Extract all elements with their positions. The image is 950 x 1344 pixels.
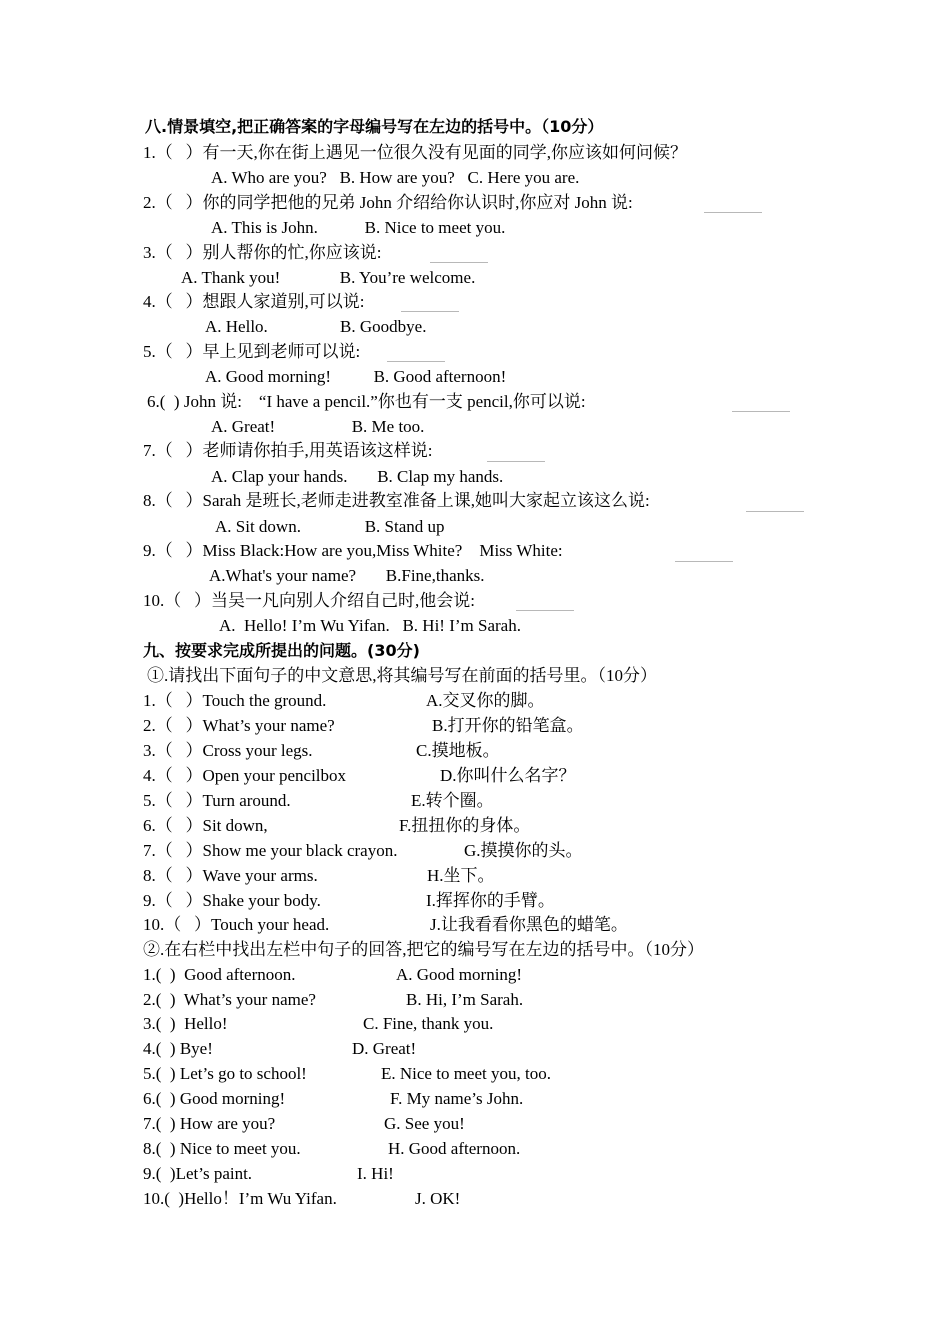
answer-blank[interactable] (430, 262, 488, 263)
p2-right-h: H. Good afternoon. (388, 1139, 521, 1158)
p1-right-f: F.扭扭你的身体。 (399, 816, 531, 835)
p1-left-6: 6.（ ）Sit down, (143, 816, 268, 835)
p2-right-a: A. Good morning! (396, 965, 523, 984)
answer-blank[interactable] (487, 461, 545, 462)
answer-blank[interactable] (675, 561, 733, 562)
p1-left-7: 7.（ ）Show me your black crayon. (143, 841, 398, 860)
s9-part1-heading: ①.请找出下面句子的中文意思,将其编号写在前面的括号里。（10分） (147, 666, 657, 685)
p1-left-9: 9.（ ）Shake your body. (143, 891, 321, 910)
p2-right-b: B. Hi, I’m Sarah. (406, 990, 524, 1009)
section-8-heading: 八.情景填空,把正确答案的字母编号写在左边的括号中。（10分） (145, 117, 604, 136)
p1-left-5: 5.（ ）Turn around. (143, 791, 291, 810)
p1-right-d: D.你叫什么名字？ (440, 766, 576, 785)
section-9-heading: 九、按要求完成所提出的问题。(30分) (143, 641, 420, 660)
s8-q2: 2.（ ）你的同学把他的兄弟 John 介绍给你认识时,你应对 John 说: (143, 193, 633, 212)
answer-blank[interactable] (387, 361, 445, 362)
answer-blank[interactable] (746, 511, 804, 512)
s8-q4: 4.（ ）想跟人家道别,可以说: (143, 292, 365, 311)
s8-q1-options: A. Who are you? B. How are you? C. Here you are. (211, 168, 580, 187)
s8-q10: 10.（ ）当吴一凡向别人介绍自己时,他会说: (143, 591, 475, 610)
p1-right-a: A.交叉你的脚。 (426, 691, 545, 710)
s8-q5: 5.（ ）早上见到老师可以说: (143, 342, 361, 361)
p2-left-4: 4.( ) Bye! (143, 1039, 213, 1058)
p1-left-4: 4.（ ）Open your pencilbox (143, 766, 347, 785)
p2-right-e: E. Nice to meet you, too. (381, 1064, 551, 1083)
p2-right-c: C. Fine, thank you. (363, 1014, 494, 1033)
p2-left-2: 2.( ) What’s your name? (143, 990, 316, 1009)
p2-left-9: 9.( )Let’s paint. (143, 1164, 253, 1183)
p2-left-5: 5.( ) Let’s go to school! (143, 1064, 307, 1083)
p1-left-2: 2.（ ）What’s your name? (143, 716, 335, 735)
p1-right-j: J.让我看看你黑色的蜡笔。 (430, 915, 628, 934)
p2-right-f: F. My name’s John. (390, 1089, 524, 1108)
p1-right-e: E.转个圈。 (411, 791, 494, 810)
answer-blank[interactable] (704, 212, 762, 213)
s8-q5-options: A. Good morning! B. Good afternoon! (205, 367, 507, 386)
s8-q6: 6.( ) John 说: “I have a pencil.”你也有一支 pencil,你可以说: (147, 392, 586, 411)
p2-left-10: 10.( )Hello！I’m Wu Yifan. (143, 1189, 337, 1208)
p2-right-d: D. Great! (352, 1039, 417, 1058)
p2-left-3: 3.( ) Hello! (143, 1014, 228, 1033)
s8-q6-options: A. Great! B. Me too. (211, 417, 425, 436)
s8-q7: 7.（ ）老师请你拍手,用英语该这样说: (143, 441, 433, 460)
s9-part2-heading: ②.在右栏中找出左栏中句子的回答,把它的编号写在左边的括号中。（10分） (143, 940, 704, 959)
s8-q8: 8.（ ）Sarah 是班长,老师走进教室准备上课,她叫大家起立该这么说: (143, 491, 650, 510)
p1-left-1: 1.（ ）Touch the ground. (143, 691, 327, 710)
p2-left-6: 6.( ) Good morning! (143, 1089, 286, 1108)
s8-q4-options: A. Hello. B. Goodbye. (205, 317, 427, 336)
s8-q3: 3.（ ）别人帮你的忙,你应该说: (143, 243, 382, 262)
s8-q10-options: A. Hello! I’m Wu Yifan. B. Hi! I’m Sarah. (219, 616, 521, 635)
p2-right-i: I. Hi! (357, 1164, 394, 1183)
s8-q3-options: A. Thank you! B. You’re welcome. (181, 268, 476, 287)
s8-q2-options: A. This is John. B. Nice to meet you. (211, 218, 506, 237)
answer-blank[interactable] (732, 411, 790, 412)
p1-right-i: I.挥挥你的手臂。 (426, 891, 555, 910)
s8-q9: 9.（ ）Miss Black:How are you,Miss White? Miss White: (143, 541, 563, 560)
p1-left-8: 8.（ ）Wave your arms. (143, 866, 318, 885)
answer-blank[interactable] (401, 311, 459, 312)
p2-right-g: G. See you! (384, 1114, 465, 1133)
s8-q9-options: A.What's your name? B.Fine,thanks. (209, 566, 485, 585)
p1-right-b: B.打开你的铅笔盒。 (432, 716, 584, 735)
s8-q1: 1.（ ）有一天,你在街上遇见一位很久没有见面的同学,你应该如何问候？ (143, 143, 687, 162)
p1-right-h: H.坐下。 (427, 866, 495, 885)
s8-q8-options: A. Sit down. B. Stand up (215, 517, 445, 536)
p2-right-j: J. OK! (415, 1189, 461, 1208)
p1-right-g: G.摸摸你的头。 (464, 841, 583, 860)
s8-q7-options: A. Clap your hands. B. Clap my hands. (211, 467, 504, 486)
p2-left-8: 8.( ) Nice to meet you. (143, 1139, 301, 1158)
p2-left-1: 1.( ) Good afternoon. (143, 965, 296, 984)
p1-right-c: C.摸地板。 (416, 741, 500, 760)
p1-left-10: 10.（ ）Touch your head. (143, 915, 330, 934)
answer-blank[interactable] (516, 610, 574, 611)
p1-left-3: 3.（ ）Cross your legs. (143, 741, 313, 760)
p2-left-7: 7.( ) How are you? (143, 1114, 276, 1133)
